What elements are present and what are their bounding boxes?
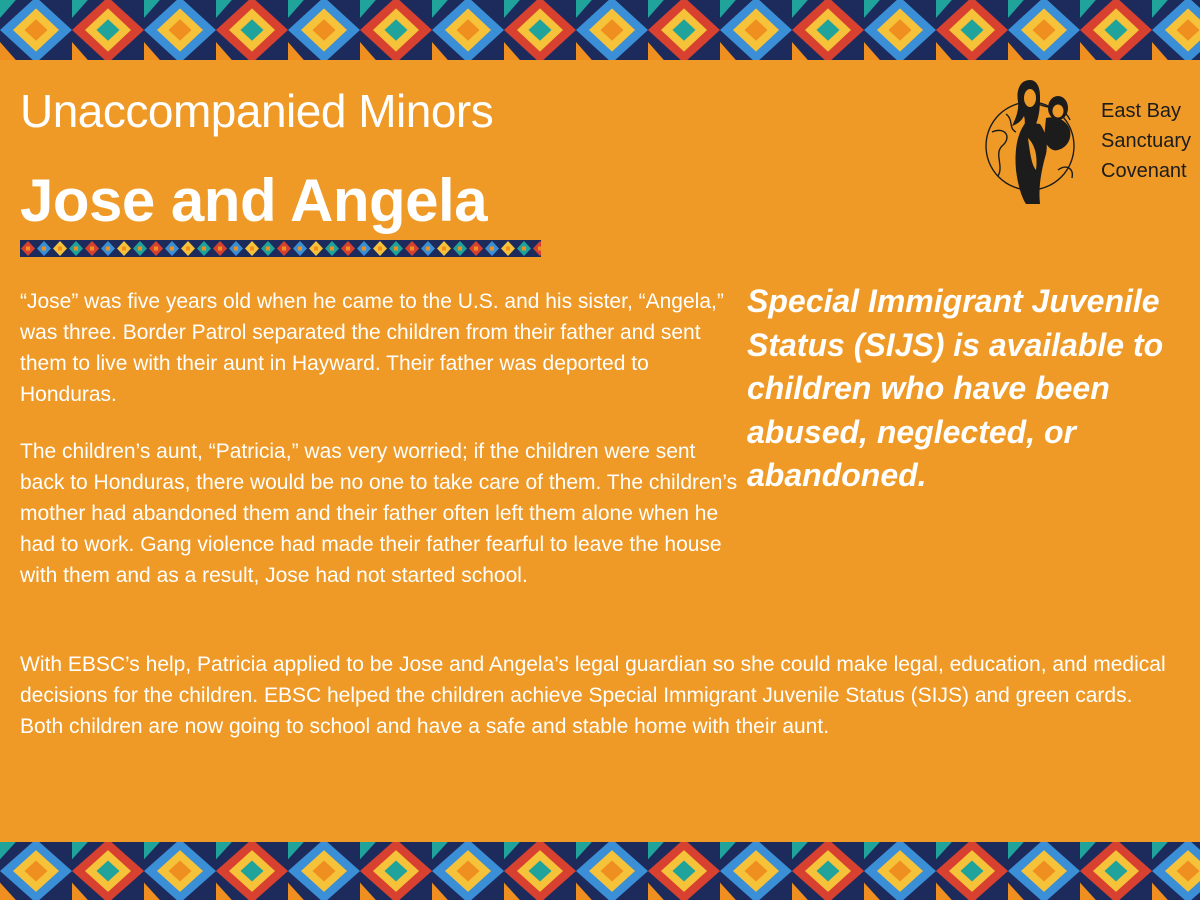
- bottom-pattern-border: [0, 842, 1200, 900]
- top-pattern-graphic: [0, 0, 1200, 60]
- globe-mother-child-icon: [978, 74, 1096, 206]
- logo-line-3: Covenant: [1101, 160, 1187, 182]
- underline-pattern-graphic: [20, 240, 541, 257]
- story-paragraph-2: The children’s aunt, “Patricia,” was very worried; if the children were sent back to Honduras, there would be no one to take care of them. The children’s mother had abandoned them and their father often left them alone when he had to work. Gang violence had made their father fearful to leave the house with them and as a result, Jose had not started school.: [20, 440, 738, 587]
- title-pattern-underline: [20, 240, 541, 257]
- logo-line-2: Sanctuary: [1101, 130, 1192, 152]
- bottom-pattern-graphic: [0, 842, 1200, 900]
- page-title: Jose and Angela: [20, 167, 488, 234]
- story-paragraph-3: With EBSC’s help, Patricia applied to be Jose and Angela’s legal guardian so she could make legal, education, and medical decisions for the children. EBSC helped the children achieve Special Immigrant Juvenile Status (SIJS) and green cards. Both children are now going to school and have a safe and stable home with their aunt.: [20, 653, 1166, 738]
- logo-line-1: East Bay: [1101, 100, 1182, 122]
- sijs-callout: Special Immigrant Juvenile Status (SIJS) is available to children who have been abused, neglected, or abandoned.: [747, 283, 1164, 493]
- logo-wordmark: [1101, 96, 1191, 186]
- story-paragraph-1: “Jose” was five years old when he came to the U.S. and his sister, “Angela,” was three. Border Patrol separated the children from their father and sent them to live with their aunt in Hayward. Their father was deported to Honduras.: [20, 290, 724, 406]
- page-subtitle: Unaccompanied Minors: [20, 85, 494, 137]
- ebsc-logo: [978, 74, 1200, 206]
- top-pattern-border: [0, 0, 1200, 60]
